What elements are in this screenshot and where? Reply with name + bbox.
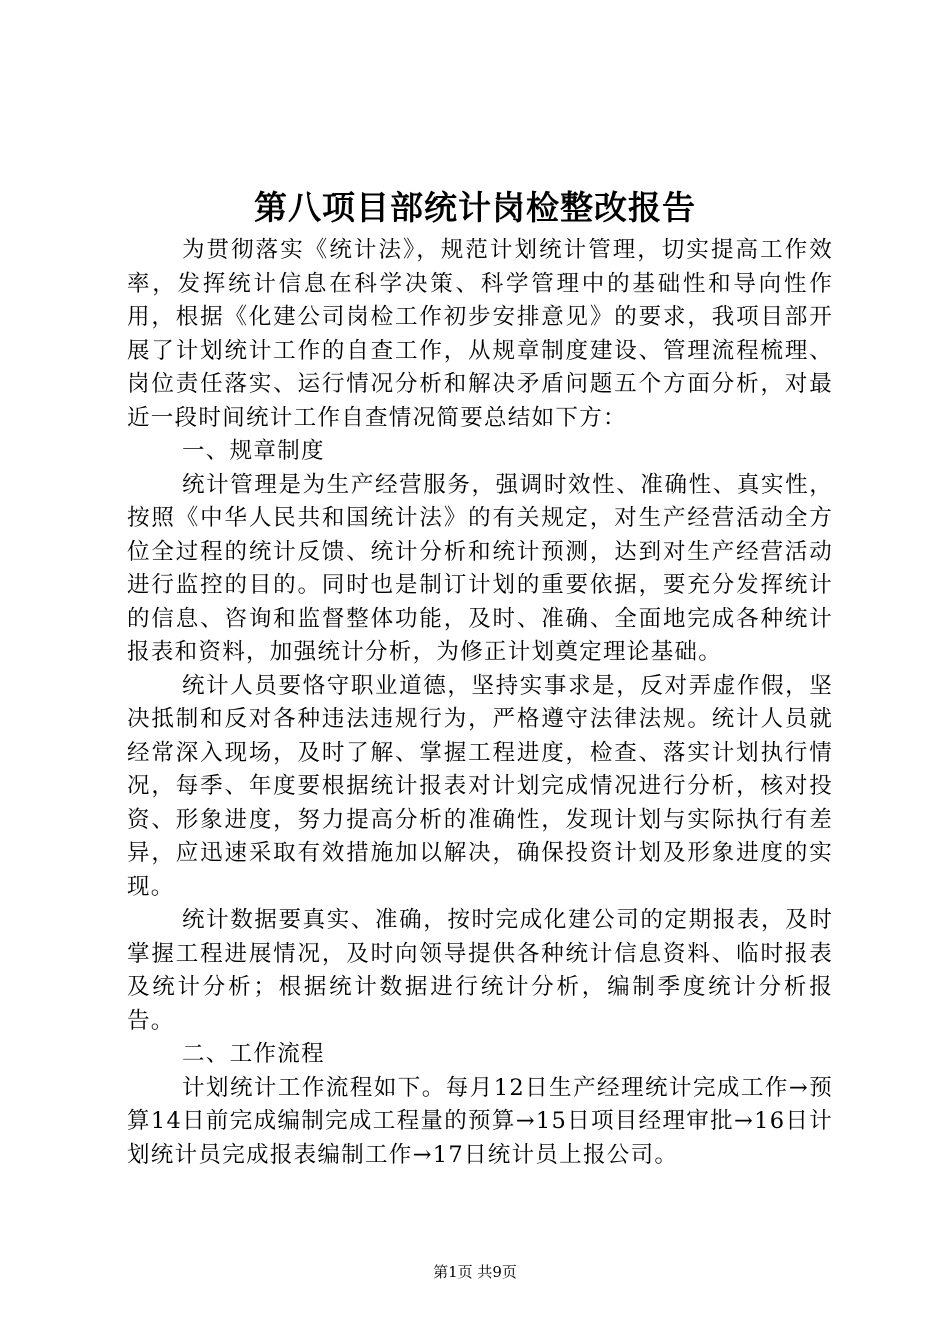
rules-paragraph: 统计数据要真实、准确，按时完成化建公司的定期报表，及时掌握工程进展情况，及时向领导提供各种统计信息资料、临时报表及统计分析；根据统计数据进行统计分析，编制季度统计分析报告。 xyxy=(127,907,833,1034)
section-heading-workflow: 二、工作流程 xyxy=(182,1041,325,1067)
document-title: 第八项目部统计岗检整改报告 xyxy=(254,188,696,227)
document-body xyxy=(127,234,833,1172)
page-number-footer: 第1页 共9页 xyxy=(433,1263,517,1281)
rules-paragraph: 统计管理是为生产经营服务，强调时效性、准确性、真实性，按照《中华人民共和国统计法》的有关规定，对生产经营活动全方位全过程的统计反馈、统计分析和统计预测，达到对生产经营活动进行监控的目的。同时也是制订计划的重要依据，要充分发挥统计的信息、咨询和监督整体功能，及时、准确、全面地完成各种统计报表和资料，加强统计分析，为修正计划奠定理论基础。 xyxy=(127,471,833,665)
rules-paragraph: 统计人员要恪守职业道德，坚持实事求是，反对弄虚作假，坚决抵制和反对各种违法违规行为，严格遵守法律法规。统计人员就经常深入现场，及时了解、掌握工程进度，检查、落实计划执行情况，每季、年度要根据统计报表对计划完成情况进行分析，核对投资、形象进度，努力提高分析的准确性，发现计划与实际执行有差异，应迅速采取有效措施加以解决，确保投资计划及形象进度的实现。 xyxy=(127,672,833,900)
workflow-paragraph: 计划统计工作流程如下。每月12日生产经理统计完成工作→预算14日前完成编制完成工程量的预算→15日项目经理审批→16日计划统计员完成报表编制工作→17日统计员上报公司。 xyxy=(127,1074,833,1168)
intro-paragraph: 为贯彻落实《统计法》，规范计划统计管理，切实提高工作效率，发挥统计信息在科学决策、科学管理中的基础性和导向性作用，根据《化建公司岗检工作初步安排意见》的要求，我项目部开展了计划统计工作的自查工作，从规章制度建设、管理流程梳理、岗位责任落实、运行情况分析和解决矛盾问题五个方面分析，对最近一段时间统计工作自查情况简要总结如下方： xyxy=(127,237,833,431)
section-heading-rules: 一、规章制度 xyxy=(182,438,325,464)
